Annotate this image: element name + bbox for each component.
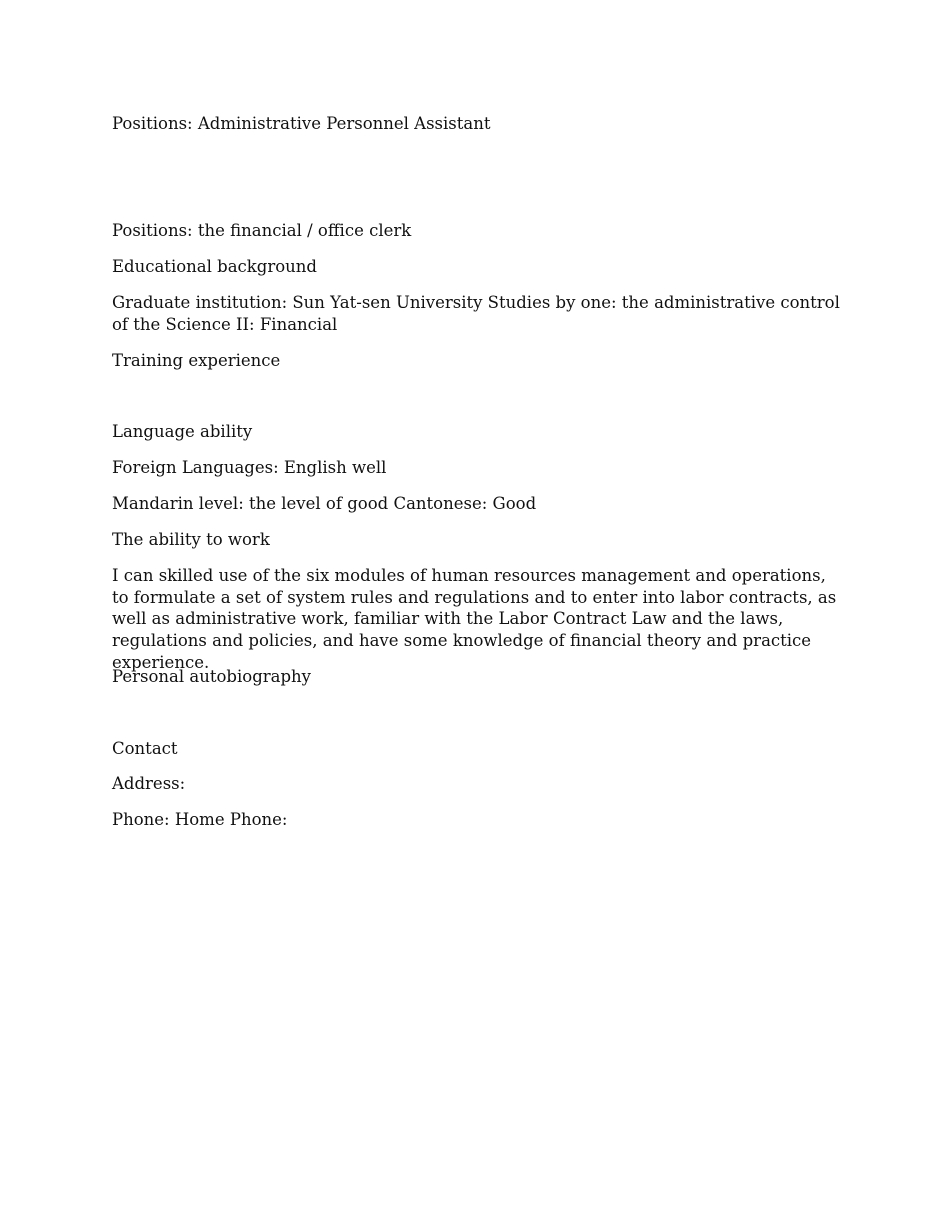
phone-line: Phone: Home Phone:	[112, 810, 288, 829]
work-ability-heading: The ability to work	[112, 530, 270, 549]
mandarin-level-line: Mandarin level: the level of good Cantonese: Good	[112, 494, 537, 513]
training-heading: Training experience	[112, 351, 281, 370]
education-detail: Graduate institution: Sun Yat-sen University Studies by one: the administrative control of the Science II: Financial	[112, 293, 840, 334]
education-heading: Educational background	[112, 257, 317, 276]
language-heading: Language ability	[112, 422, 253, 441]
work-ability-detail: I can skilled use of the six modules of human resources management and operations, to formulate a set of system rules and regulations and to enter into labor contracts, as well as administrative work, familiar with the Labor Contract Law and the laws, regulations and policies, and have some knowledge of financial theory and practice experience.	[112, 566, 837, 672]
contact-heading: Contact	[112, 739, 178, 758]
autobiography-heading: Personal autobiography	[112, 667, 311, 686]
address-line: Address:	[112, 774, 186, 793]
position-line-2: Positions: the financial / office clerk	[112, 221, 412, 240]
position-line-1: Positions: Administrative Personnel Assistant	[112, 114, 491, 133]
foreign-languages-line: Foreign Languages: English well	[112, 458, 387, 477]
